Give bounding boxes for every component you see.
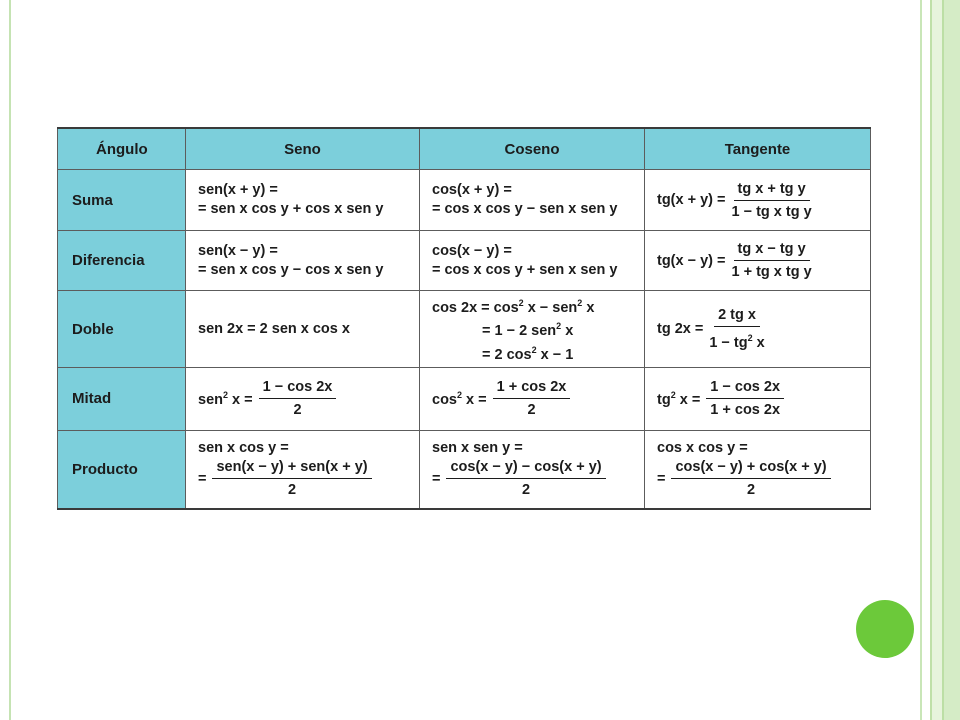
formula-line: sen x cos y = [198, 440, 289, 457]
header-tangente: Tangente [645, 128, 871, 170]
formula-text: cos [432, 391, 457, 408]
table-row-diferencia [58, 230, 871, 291]
fraction-denominator: 1 + tg x tg y [731, 264, 812, 281]
fraction [671, 458, 830, 499]
cell-mitad-seno [186, 368, 420, 431]
formula-line: = sen x cos y − cos x sen y [198, 261, 384, 278]
fraction-denominator: 1 + cos 2x [710, 402, 781, 419]
fraction [446, 458, 605, 499]
exponent: 2 [556, 321, 562, 332]
formula-line: cos x cos y = [657, 440, 748, 457]
fraction-numerator: cos(x − y) + cos(x + y) [671, 458, 830, 479]
formula-line [432, 317, 644, 341]
fraction-numerator: cos(x − y) − cos(x + y) [446, 458, 605, 479]
exponent: 2 [577, 297, 583, 308]
trig-identities-table-image [57, 127, 870, 512]
fraction [709, 306, 764, 352]
slide-right-border [918, 0, 960, 720]
cell-producto-coseno [420, 430, 645, 509]
exponent: 2 [747, 333, 753, 344]
formula-text: cos 2x = cos [432, 299, 519, 316]
fraction-denominator: 2 [521, 482, 531, 499]
formula-line: sen x sen y = [432, 440, 523, 457]
fraction-numerator: 1 − cos 2x [706, 378, 784, 399]
formula-prefix [432, 390, 487, 408]
fraction-denominator: 2 [746, 482, 756, 499]
formula-text: x [561, 323, 574, 340]
fraction-numerator: sen(x − y) + sen(x + y) [212, 458, 371, 479]
formula-prefix [657, 390, 700, 408]
formula-text: sen [198, 391, 223, 408]
formula-prefix: = [198, 470, 207, 487]
fraction-numerator: 1 − cos 2x [259, 378, 337, 399]
formula-prefix: tg 2x = [657, 321, 704, 338]
fraction [212, 458, 371, 499]
cell-suma-tangente [645, 170, 871, 231]
formula-line: sen(x + y) = [198, 182, 278, 199]
fraction-numerator: tg x − tg y [734, 240, 810, 261]
formula-line: cos(x + y) = [432, 182, 512, 199]
cell-diferencia-coseno [420, 230, 645, 291]
cell-producto-seno [186, 430, 420, 509]
formula-prefix: = [432, 470, 441, 487]
cell-mitad-coseno [420, 368, 645, 431]
formula-prefix: = [657, 470, 666, 487]
table-row-mitad [58, 368, 871, 431]
formula-line: = sen x cos y + cos x sen y [198, 201, 384, 218]
row-label-diferencia: Diferencia [58, 230, 186, 291]
fraction-numerator: 1 + cos 2x [493, 378, 571, 399]
table-row-doble [58, 291, 871, 368]
formula-text: x − sen [523, 299, 578, 316]
table-row-producto [58, 430, 871, 509]
formula-text: x = [228, 391, 253, 408]
fraction [732, 240, 812, 281]
formula-text: = 1 − 2 sen [482, 323, 557, 340]
fraction-numerator: tg x + tg y [734, 180, 810, 201]
formula-prefix [198, 390, 253, 408]
formula-prefix: tg(x − y) = [657, 252, 726, 269]
row-label-suma: Suma [58, 170, 186, 231]
formula-line [432, 341, 644, 365]
formula-line: = cos x cos y + sen x sen y [432, 261, 618, 278]
fraction-denominator: 2 [293, 402, 302, 419]
row-label-mitad: Mitad [58, 368, 186, 431]
cell-diferencia-tangente [645, 230, 871, 291]
exponent: 2 [518, 297, 524, 308]
fraction [493, 378, 571, 419]
fraction-denominator: 2 [527, 402, 536, 419]
formula-line [432, 294, 644, 318]
row-label-doble: Doble [58, 291, 186, 368]
header-seno: Seno [186, 128, 420, 170]
formula-line: cos(x − y) = [432, 242, 512, 259]
fraction-denominator: 1 − tg x tg y [731, 203, 812, 220]
fraction-denominator: 2 [287, 482, 297, 499]
exponent: 2 [531, 345, 537, 356]
formula-line: sen 2x = 2 sen x cos x [198, 320, 350, 337]
formula-text: x = [462, 391, 487, 408]
exponent: 2 [670, 390, 676, 401]
fraction-denominator [709, 327, 764, 352]
header-angulo: Ángulo [58, 128, 186, 170]
formula-text: x − 1 [536, 347, 574, 364]
table-row-suma [58, 170, 871, 231]
formula-prefix: tg(x + y) = [657, 192, 726, 209]
formula-line: = cos x cos y − sen x sen y [432, 201, 618, 218]
cell-suma-seno [186, 170, 420, 231]
trig-identities-table [57, 127, 871, 510]
cell-doble-tangente [645, 291, 871, 368]
decorative-green-dot [856, 600, 914, 658]
exponent: 2 [223, 390, 229, 401]
formula-line: sen(x − y) = [198, 242, 278, 259]
formula-text: = 2 cos [482, 347, 532, 364]
formula-text: tg [657, 391, 671, 408]
header-coseno: Coseno [420, 128, 645, 170]
table-header-row [58, 128, 871, 170]
exponent: 2 [457, 390, 463, 401]
cell-producto-tangente [645, 430, 871, 509]
cell-mitad-tangente [645, 368, 871, 431]
fraction [259, 378, 337, 419]
cell-doble-seno [186, 291, 420, 368]
cell-suma-coseno [420, 170, 645, 231]
row-label-producto: Producto [58, 430, 186, 509]
formula-text: x [752, 335, 765, 352]
formula-text: x [582, 299, 595, 316]
fraction-numerator: 2 tg x [714, 306, 760, 327]
formula-text: 1 − tg [709, 335, 748, 352]
slide-left-border [0, 0, 11, 720]
cell-doble-coseno [420, 291, 645, 368]
formula-text: x = [675, 391, 701, 408]
fraction [706, 378, 784, 419]
fraction [732, 180, 812, 221]
cell-diferencia-seno [186, 230, 420, 291]
